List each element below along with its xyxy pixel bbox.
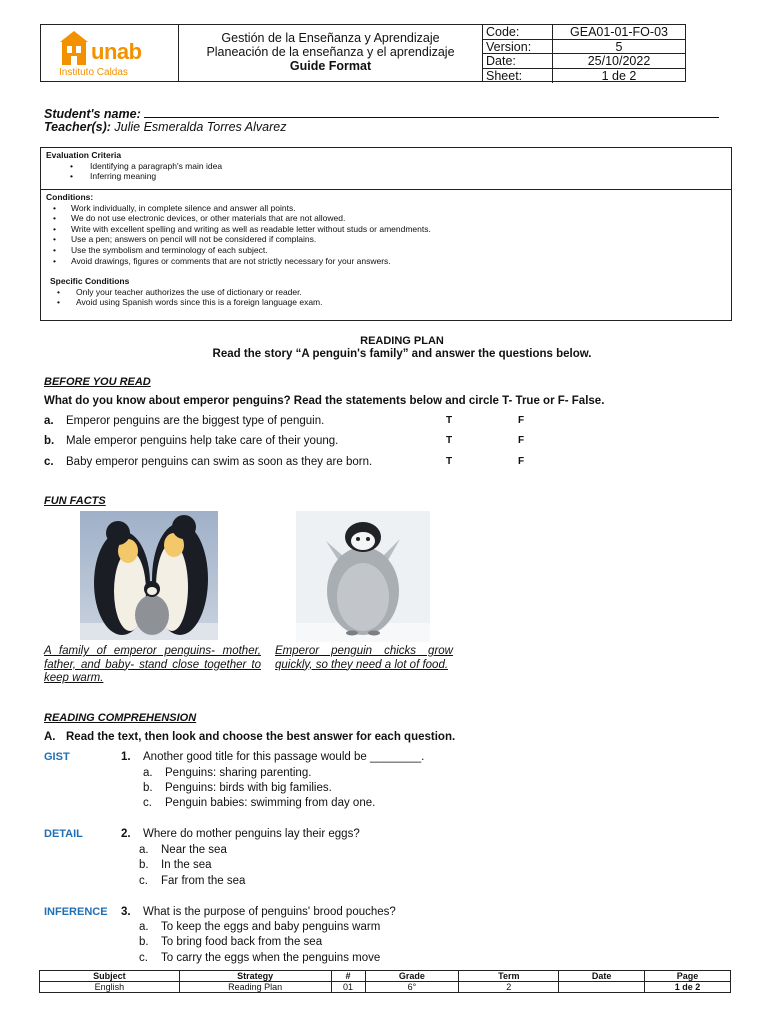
option-text: To carry the eggs when the penguins move (161, 952, 381, 964)
criteria-section (41, 148, 731, 190)
true-option[interactable]: T (446, 456, 453, 467)
question (121, 751, 424, 763)
question-text: Another good title for this passage would be ________. (143, 751, 425, 763)
specific-conditions-title: Specific Conditions (50, 276, 130, 287)
category-inference: INFERENCE (44, 906, 108, 918)
meta-key: Date: (483, 54, 553, 68)
footer-header-cell: Subject (40, 971, 180, 982)
option-letter: b. (139, 936, 149, 948)
reading-plan-subtitle: Read the story “A penguin's family” and answer the questions below. (212, 348, 592, 360)
statement-letter: c. (44, 456, 54, 468)
condition-item: • Use the symbolism and terminology of each subject. (46, 245, 731, 256)
category-gist: GIST (44, 751, 70, 763)
house-logo-icon (59, 30, 89, 66)
question-number: 3. (121, 906, 131, 918)
header-line-2: Planeación de la enseñanza y el aprendizaje (206, 45, 455, 59)
option-text: Penguin babies: swimming from day one. (165, 797, 376, 809)
question (121, 828, 360, 840)
before-intro: What do you know about emperor penguins? Read the statements below and circle T- True or F- False. (44, 395, 605, 407)
true-option[interactable]: T (446, 415, 453, 426)
footer-value-cell (559, 982, 645, 993)
answer-option[interactable] (143, 797, 375, 809)
category-detail: DETAIL (44, 828, 83, 840)
option-letter: c. (139, 875, 148, 887)
question-number: 2. (121, 828, 131, 840)
penguin-chick-icon (296, 511, 430, 642)
teacher-name: Julie Esmeralda Torres Alvarez (114, 120, 287, 134)
header-meta (483, 25, 685, 81)
criteria-item: • Identifying a paragraph's main idea (46, 161, 731, 172)
true-false-row (44, 456, 544, 470)
footer-header-cell: Strategy (179, 971, 331, 982)
penguin-family-icon (80, 511, 218, 640)
family-photo-caption: A family of emperor penguins- mother, father, and baby- stand close together to keep warm. (44, 645, 261, 684)
footer-value-cell: Reading Plan (179, 982, 331, 993)
footer-table (39, 970, 731, 993)
statement-text: Emperor penguins are the biggest type of penguin. (66, 415, 325, 427)
statement-text: Male emperor penguins help take care of their young. (66, 435, 339, 447)
student-name-label: Student's name: (44, 107, 141, 121)
footer-value-cell: English (40, 982, 180, 993)
answer-option[interactable] (143, 767, 311, 779)
answer-option[interactable] (139, 844, 227, 856)
meta-row (483, 40, 685, 55)
teacher-line (44, 120, 286, 134)
question (121, 906, 396, 918)
option-letter: a. (143, 767, 153, 779)
meta-row (483, 25, 685, 40)
footer-header-cell: Page (645, 971, 731, 982)
student-name-field[interactable] (44, 107, 719, 121)
footer-value-cell: 6° (365, 982, 459, 993)
footer-header-row (40, 971, 731, 982)
meta-key: Version: (483, 40, 553, 54)
footer-header-cell: Date (559, 971, 645, 982)
instruction-letter: A. (44, 731, 56, 743)
teacher-label: Teacher(s): (44, 120, 111, 134)
logo (41, 25, 179, 81)
reading-comprehension-heading: READING COMPREHENSION (44, 712, 197, 724)
question-number: 1. (121, 751, 131, 763)
instruction-text: Read the text, then look and choose the best answer for each question. (66, 731, 456, 743)
question-text: Where do mother penguins lay their eggs? (143, 828, 360, 840)
condition-item: • Avoid drawings, figures or comments that are not strictly necessary for your answers. (46, 256, 731, 267)
penguin-family-photo (80, 511, 218, 640)
logo-brand: unab (91, 39, 142, 64)
option-text: To bring food back from the sea (161, 936, 323, 948)
logo-subtitle: Instituto Caldas (59, 67, 128, 78)
footer-header-cell: Term (459, 971, 559, 982)
conditions-title: Conditions: (46, 192, 94, 202)
header-line-1: Gestión de la Enseñanza y Aprendizaje (221, 31, 440, 45)
false-option[interactable]: F (518, 456, 525, 467)
statement-text: Baby emperor penguins can swim as soon as they are born. (66, 456, 373, 468)
footer-value-cell: 01 (331, 982, 365, 993)
option-text: In the sea (161, 859, 212, 871)
true-option[interactable]: T (446, 435, 453, 446)
meta-row (483, 69, 685, 84)
option-text: Penguins: sharing parenting. (165, 767, 312, 779)
footer-header-cell: Grade (365, 971, 459, 982)
evaluation-criteria-box (40, 147, 732, 321)
statement-letter: b. (44, 435, 55, 447)
specific-condition-item: • Avoid using Spanish words since this is a foreign language exam. (46, 297, 731, 308)
answer-option[interactable] (139, 936, 322, 948)
header-line-3: Guide Format (289, 59, 372, 73)
reading-plan-title: READING PLAN (360, 335, 444, 347)
condition-item: • Work individually, in complete silence and answer all points. (46, 203, 731, 214)
meta-value: 1 de 2 (601, 68, 637, 83)
option-letter: c. (139, 952, 148, 964)
statement-letter: a. (44, 415, 54, 427)
option-text: Far from the sea (161, 875, 246, 887)
meta-key: Code: (483, 25, 553, 39)
true-false-row (44, 435, 544, 449)
footer-value-cell: 2 (459, 982, 559, 993)
meta-value: 25/10/2022 (587, 54, 651, 68)
header-titles (179, 25, 483, 81)
condition-item: • We do not use electronic devices, or other materials that are not allowed. (46, 213, 731, 224)
true-false-row (44, 415, 544, 429)
chick-photo-caption: Emperor penguin chicks grow quickly, so they need a lot of food. (275, 645, 453, 671)
meta-value: 5 (615, 39, 623, 54)
specific-condition-item: • Only your teacher authorizes the use of dictionary or reader. (46, 287, 731, 298)
instruction-a (44, 731, 455, 743)
answer-option[interactable] (139, 952, 380, 964)
answer-option[interactable] (139, 875, 245, 887)
document-header (40, 24, 686, 82)
answer-option[interactable] (139, 921, 380, 933)
answer-option[interactable] (143, 782, 332, 794)
fun-facts-heading: FUN FACTS (44, 495, 106, 507)
meta-value: GEA01-01-FO-03 (570, 25, 668, 39)
meta-key: Sheet: (483, 69, 553, 84)
option-letter: a. (139, 844, 149, 856)
condition-item: • Use a pen; answers on pencil will not be considered if complains. (46, 234, 731, 245)
option-text: To keep the eggs and baby penguins warm (161, 921, 381, 933)
footer-value-cell: 1 de 2 (645, 982, 731, 993)
option-letter: c. (143, 797, 152, 809)
meta-row (483, 54, 685, 69)
false-option[interactable]: F (518, 435, 525, 446)
false-option[interactable]: F (518, 415, 525, 426)
option-letter: a. (139, 921, 149, 933)
footer-header-cell: # (331, 971, 365, 982)
option-letter: b. (143, 782, 153, 794)
before-you-read-heading: BEFORE YOU READ (44, 376, 151, 388)
criteria-title: Evaluation Criteria (46, 150, 122, 160)
student-name-line[interactable] (144, 108, 719, 118)
conditions-section (41, 190, 731, 308)
question-text: What is the purpose of penguins' brood pouches? (143, 906, 396, 918)
criteria-item: • Inferring meaning (46, 171, 731, 182)
option-text: Penguins: birds with big families. (165, 782, 332, 794)
footer-value-row (40, 982, 731, 993)
option-text: Near the sea (161, 844, 227, 856)
penguin-chick-photo (296, 511, 430, 642)
condition-item: • Write with excellent spelling and writing as well as readable letter without studs or amendments. (46, 224, 731, 235)
option-letter: b. (139, 859, 149, 871)
answer-option[interactable] (139, 859, 212, 871)
